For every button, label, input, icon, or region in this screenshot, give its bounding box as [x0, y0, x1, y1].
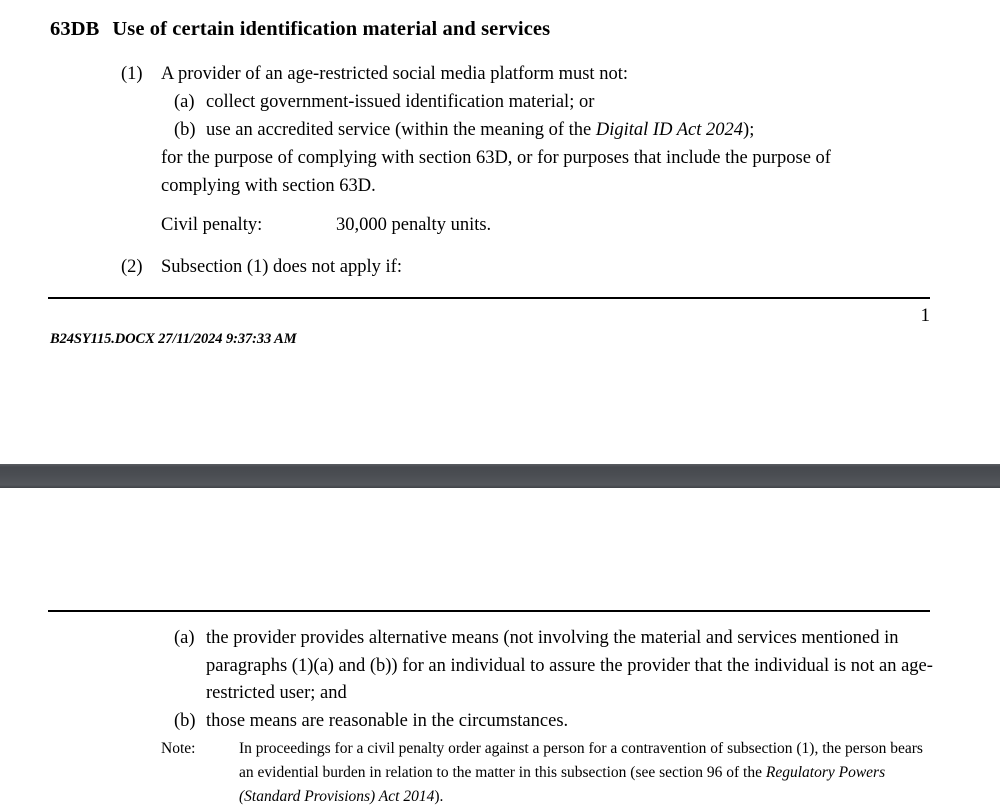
- note-text-after: ).: [434, 788, 444, 805]
- subsection-2-text: Subsection (1) does not apply if:: [161, 257, 402, 277]
- paragraph-b-text-before: use an accredited service (within the meaning of the: [206, 120, 596, 140]
- section-number: 63DB: [50, 18, 100, 40]
- paragraph-a-marker: (a): [174, 92, 195, 112]
- note-text-before: In proceedings for a civil penalty order against a person for a contravention of subsection (1), the person bears an evidential burden in relation to the matter in this subsection (see section 96 of the: [239, 740, 923, 781]
- cited-act-digital-id: Digital ID Act 2024: [595, 120, 744, 140]
- note-text: [239, 737, 925, 809]
- civil-penalty-value: 30,000 penalty units.: [336, 215, 492, 235]
- subsection-1-marker: (1): [121, 64, 143, 84]
- subsection-1-tail-text: for the purpose of complying with section 63D, or for purposes that include the purpose of complying with section 63D.: [161, 148, 831, 196]
- page-header-rule: [48, 610, 930, 612]
- page-two-paragraph-a-marker: (a): [174, 628, 195, 648]
- paragraph-b-text-after: );: [743, 120, 755, 140]
- document-page-two: [0, 488, 1000, 811]
- paragraph-b-text: [206, 117, 946, 145]
- cited-act-regulatory-powers: Regulatory Powers (Standard Provisions) Act 2014: [239, 764, 886, 805]
- paragraph-b-marker: (b): [174, 120, 196, 140]
- page-two-paragraph-a-text: the provider provides alternative means (not involving the material and services mentioned in paragraphs (1)(a) and (b)) for an individual to assure the provider that the individual is not an age-restricted user; and: [206, 628, 933, 703]
- paragraph-a-text: collect government-issued identification material; or: [206, 92, 595, 112]
- subsection-1-text: A provider of an age-restricted social media platform must not:: [161, 64, 628, 84]
- page-two-paragraph-b-marker: (b): [174, 711, 196, 731]
- document-stamp: B24SY115.DOCX 27/11/2024 9:37:33 AM: [50, 331, 297, 347]
- page-two-paragraph-b-text: those means are reasonable in the circumstances.: [206, 711, 569, 731]
- page-footer-rule: [48, 297, 930, 299]
- page-number: 1: [920, 305, 930, 326]
- civil-penalty-label: Civil penalty:: [161, 215, 263, 235]
- page-separator-band: [0, 464, 1000, 488]
- section-heading: [50, 18, 550, 41]
- note-label: Note:: [161, 740, 196, 757]
- subsection-2-marker: (2): [121, 257, 143, 277]
- section-heading-text: Use of certain identification material and services: [112, 18, 551, 40]
